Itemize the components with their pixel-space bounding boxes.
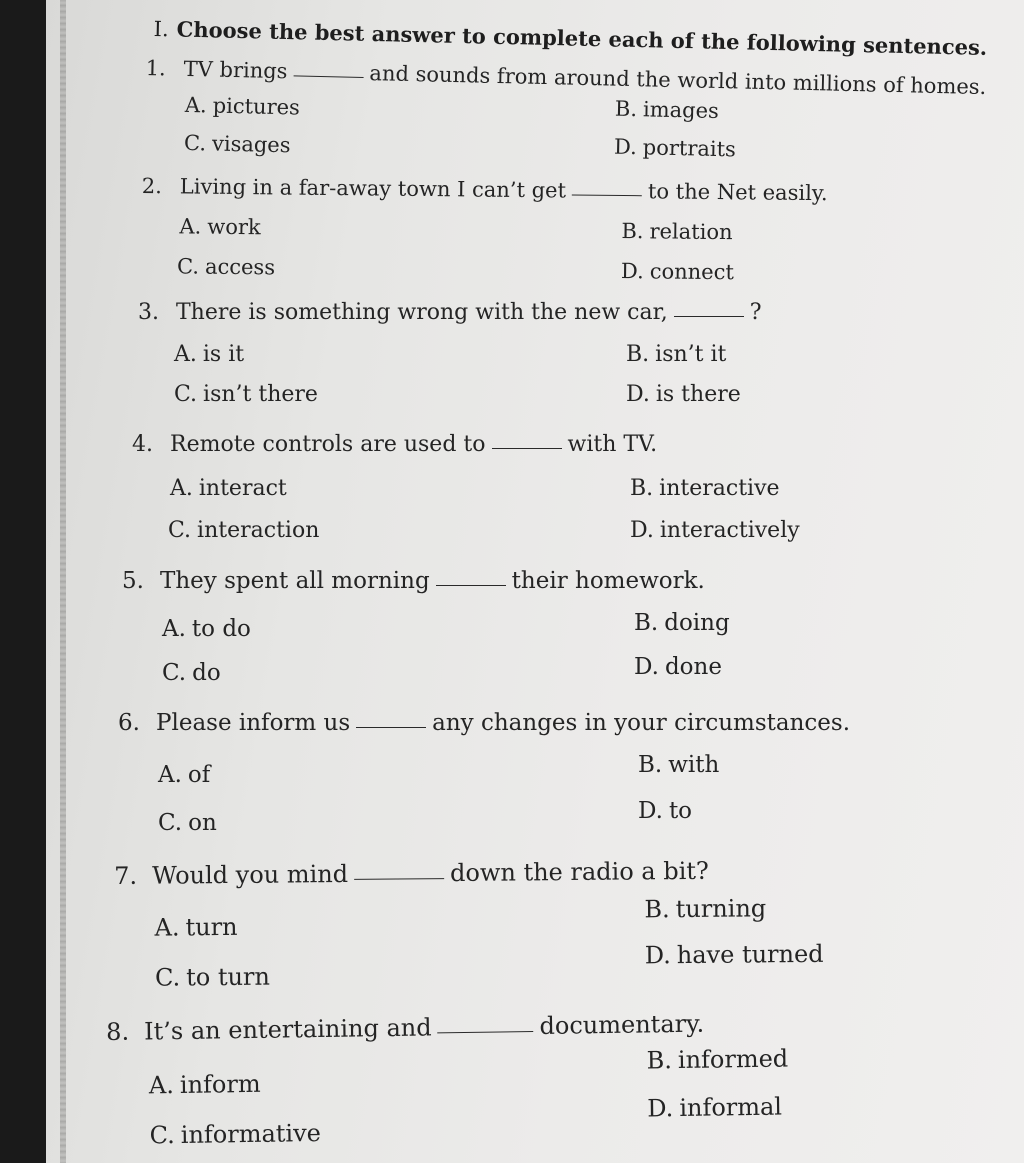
option-d: D. done [634,654,722,680]
option-a: A. inform [148,1069,261,1100]
option-b: B. interactive [630,476,780,501]
question-number: 6. [118,710,140,736]
option-c: C. isn’t there [174,382,318,407]
question-number: 1. [145,56,167,81]
question-number: 8. [106,1017,130,1046]
option-d: D. informal [647,1092,783,1123]
stem-after: with TV. [567,432,658,457]
stem-before: It’s an entertaining and [143,1013,432,1046]
worksheet-page [46,0,1024,1163]
answer-blank [438,1030,534,1033]
stem-before: Living in a far-away town I can’t get [179,174,567,203]
stem-before: Would you mind [151,859,349,890]
option-a: A. pictures [184,92,301,120]
option-d: D. interactively [630,518,800,543]
option-d: D. portraits [613,134,737,162]
option-d: D. connect [620,259,734,285]
answer-blank [293,74,363,78]
stem-after: documentary. [539,1009,705,1040]
page-binding [60,0,66,1163]
option-c: C. access [176,254,276,280]
stem-before: TV brings [183,56,288,84]
option-b: B. relation [621,219,733,245]
option-b: B. with [638,752,720,778]
answer-blank [356,726,426,728]
section-number: I. [153,16,169,42]
answer-blank [492,447,562,449]
stem-before: There is something wrong with the new car, [176,300,668,325]
option-c: C. visages [183,130,291,158]
question-stem [138,300,762,325]
question-stem [132,432,657,457]
stem-before: Please inform us [156,710,351,736]
question-number: 5. [122,568,144,594]
question-number: 7. [114,861,138,890]
question-stem [145,56,986,99]
answer-blank [674,315,744,317]
option-c: C. on [158,810,217,836]
stem-after: to the Net easily. [647,179,828,206]
stem-after: and sounds from around the world into millions of homes. [369,61,987,100]
question-stem [106,1010,704,1046]
option-c: C. informative [149,1119,322,1150]
stem-after: any changes in your circumstances. [432,710,851,736]
option-b: B. images [614,96,720,124]
answer-blank [572,193,642,196]
option-c: C. do [162,660,221,686]
question-stem [118,710,850,736]
option-b: B. informed [646,1044,789,1075]
question-number: 3. [138,300,159,325]
option-d: D. to [638,798,693,824]
option-a: A. of [158,762,211,788]
stem-before: Remote controls are used to [170,432,486,457]
option-b: B. doing [634,610,730,636]
stem-before: They spent all morning [160,568,430,594]
option-a: A. interact [170,476,287,501]
option-c: C. interaction [168,518,320,543]
answer-blank [354,877,444,880]
question-number: 4. [132,432,153,457]
question-stem [122,568,705,594]
option-a: A. to do [162,616,251,642]
option-b: B. turning [644,894,767,924]
stem-after: ? [749,300,762,325]
section-heading [153,16,987,60]
option-b: B. isn’t it [626,342,727,367]
option-d: D. is there [626,382,741,407]
option-c: C. to turn [154,962,271,992]
option-a: A. work [179,214,261,240]
question-stem [142,174,828,205]
question-stem [114,857,709,890]
stem-after: their homework. [511,568,705,594]
option-d: D. have turned [644,939,824,970]
section-instructions: Choose the best answer to complete each of the following sentences. [176,16,988,60]
answer-blank [436,584,506,586]
option-a: A. turn [154,912,238,942]
option-a: A. is it [174,342,245,367]
question-number: 2. [141,174,163,199]
stem-after: down the radio a bit? [449,856,709,888]
